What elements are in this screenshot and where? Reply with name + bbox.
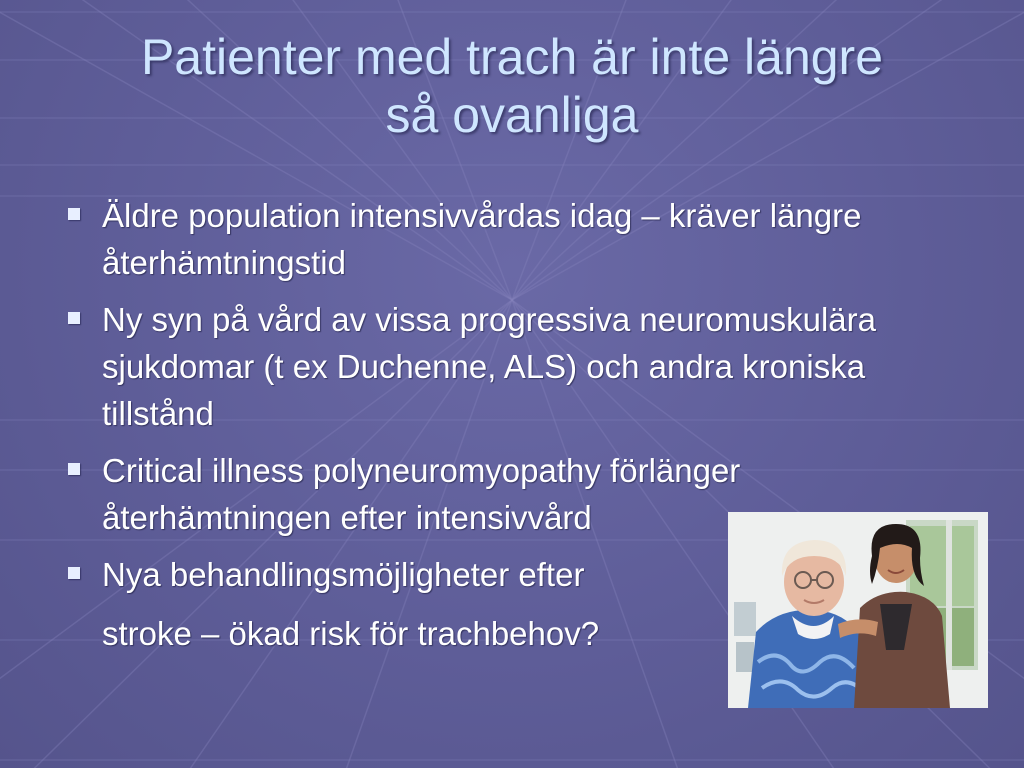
bullet-text: Critical illness polyneuromyopathy förlänger återhämtningen efter intensivvård — [102, 452, 741, 536]
square-bullet-icon — [68, 312, 80, 324]
bullet-text: Ny syn på vård av vissa progressiva neuromuskulära sjukdomar (t ex Duchenne, ALS) och andra kroniska tillstånd — [102, 301, 877, 432]
bullet-text: Äldre population intensivvårdas idag – kräver längre återhämtningstid — [102, 197, 862, 281]
title-line-2: så ovanliga — [385, 87, 639, 143]
bullet-item — [62, 296, 922, 437]
square-bullet-icon — [68, 208, 80, 220]
slide-title — [40, 28, 984, 144]
square-bullet-icon — [68, 463, 80, 475]
title-line-1: Patienter med trach är inte längre — [140, 29, 884, 85]
bullet-continuation-text: stroke – ökad risk för trachbehov? — [102, 615, 600, 652]
square-bullet-icon — [68, 567, 80, 579]
photo-illustration — [728, 512, 988, 708]
bullet-text: Nya behandlingsmöjligheter efter — [102, 556, 585, 593]
bullet-item — [62, 192, 922, 286]
patient-photo — [728, 512, 988, 708]
